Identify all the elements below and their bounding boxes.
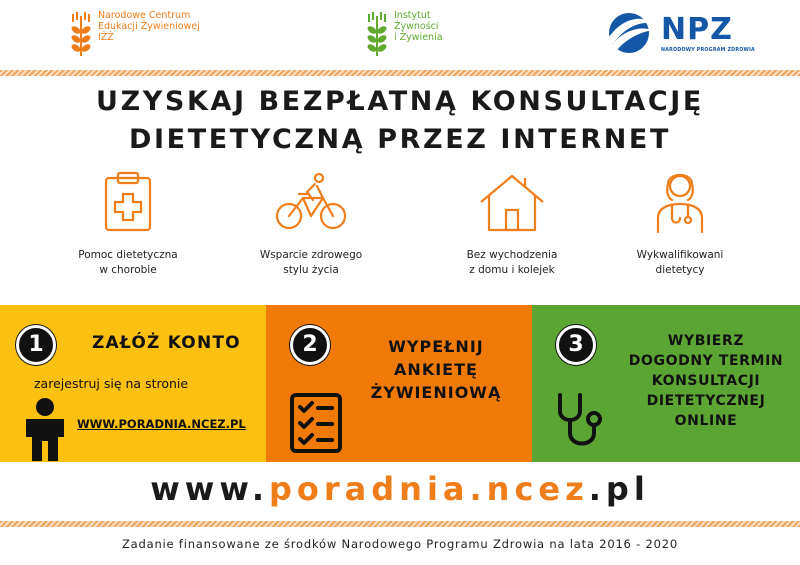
step-3-line-1: WYBIERZ <box>667 333 745 349</box>
npz-swoosh-icon <box>603 10 657 56</box>
izz-line-3: i Żywienia <box>394 32 443 43</box>
feature-3-line-2: z domu i kolejek <box>469 264 555 276</box>
feature-4-line-1: Wykwalifikowani <box>636 249 724 261</box>
website-domain: poradnia.ncez <box>269 470 589 508</box>
feature-2-line-1: Wsparcie zdrowego <box>259 249 363 261</box>
clipboard-medical-icon <box>100 170 156 234</box>
top-divider <box>0 70 800 76</box>
feature-4-line-2: dietetycy <box>655 264 705 276</box>
feature-from-home <box>427 170 597 278</box>
step-3-line-4: DIETETYCZNEJ <box>646 393 766 409</box>
step-2-line-3: ŻYWIENIOWĄ <box>370 383 502 402</box>
step-3-line-3: KONSULTACJI <box>651 373 761 389</box>
step-1-url-link[interactable]: WWW.PORADNIA.NCEZ.PL <box>77 417 246 431</box>
step-3-line-5: ONLINE <box>674 413 738 429</box>
website-prefix: www. <box>150 470 269 508</box>
person-icon <box>20 397 70 461</box>
ncez-logo <box>68 10 200 58</box>
website-url[interactable] <box>0 470 800 508</box>
website-suffix: .pl <box>588 470 650 508</box>
bicycle-icon <box>273 170 349 234</box>
step-3-panel <box>532 305 800 462</box>
house-icon <box>477 170 547 234</box>
npz-logo <box>603 10 763 56</box>
funding-footer: Zadanie finansowane ze środków Narodowego Programu Zdrowia na lata 2016 - 2020 <box>121 537 679 551</box>
wheat-icon <box>364 10 390 58</box>
step-3-number: 3 <box>556 325 596 365</box>
feature-healthy-lifestyle <box>226 170 396 278</box>
feature-2-line-2: stylu życia <box>283 264 339 276</box>
izz-logo <box>364 10 443 58</box>
npz-subtitle: NARODOWY PROGRAM ZDROWIA <box>661 48 755 53</box>
ncez-line-2: Edukacji Żywieniowej <box>98 21 200 32</box>
step-1-number: 1 <box>16 325 56 365</box>
izz-line-1: Instytut <box>394 10 431 21</box>
wheat-icon <box>68 10 94 58</box>
feature-1-line-2: w chorobie <box>99 264 157 276</box>
bottom-divider <box>0 521 800 527</box>
ncez-line-1: Narodowe Centrum <box>98 10 191 21</box>
step-2-line-1: WYPEŁNIJ <box>388 337 484 356</box>
checklist-icon <box>290 393 342 453</box>
step-2-number: 2 <box>290 325 330 365</box>
ncez-line-3: IŻŻ <box>98 32 114 43</box>
npz-name: NPZ <box>661 12 733 47</box>
dietitian-icon <box>650 170 710 234</box>
headline-line-2: DIETETYCZNĄ PRZEZ INTERNET <box>129 124 671 155</box>
step-1-subtitle: zarejestruj się na stronie <box>34 376 189 391</box>
step-2-panel <box>266 305 532 462</box>
logo-bar <box>0 0 800 68</box>
feature-3-line-1: Bez wychodzenia <box>466 249 558 261</box>
step-2-line-2: ANKIETĘ <box>394 360 478 379</box>
stethoscope-icon <box>554 391 606 451</box>
step-1-title: ZAŁÓŻ KONTO <box>92 333 241 353</box>
izz-line-2: Żywności <box>394 21 439 32</box>
step-1-panel <box>0 305 266 462</box>
feature-1-line-1: Pomoc dietetyczna <box>78 249 178 261</box>
feature-qualified-dietitians <box>595 170 765 278</box>
feature-illness-help <box>43 170 213 278</box>
headline-line-1: UZYSKAJ BEZPŁATNĄ KONSULTACJĘ <box>96 86 704 117</box>
step-3-line-2: DOGODNY TERMIN <box>628 353 784 369</box>
